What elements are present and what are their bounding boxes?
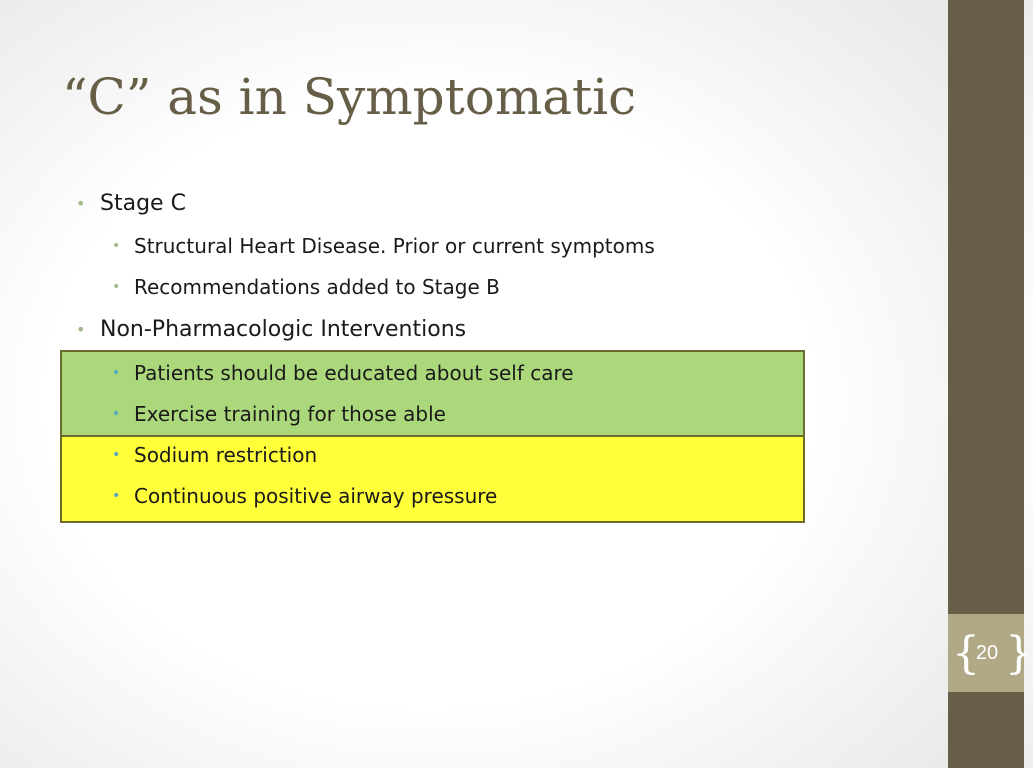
bullet-stage-c	[76, 189, 186, 219]
slide-title: “C” as in Symptomatic	[62, 68, 637, 126]
page-number: 20	[975, 642, 999, 664]
bullet-structural-heart-disease	[112, 232, 655, 260]
bullet-text: Stage C	[100, 191, 186, 216]
bullet-exercise-training	[112, 400, 446, 428]
left-brace-icon: {	[952, 628, 980, 679]
bullet-dot-icon: •	[112, 279, 121, 295]
bullet-cpap	[112, 482, 497, 510]
bullet-dot-icon: •	[76, 320, 86, 339]
bullet-dot-icon: •	[112, 238, 121, 254]
bullet-self-care	[112, 359, 574, 387]
bullet-dot-icon: •	[76, 194, 86, 213]
bullet-text: Recommendations added to Stage B	[134, 275, 500, 299]
bullet-text: Non-Pharmacologic Interventions	[100, 317, 467, 342]
right-brace-icon: }	[1005, 628, 1033, 679]
bullet-text: Structural Heart Disease. Prior or current symptoms	[134, 234, 655, 258]
bullet-text: Exercise training for those able	[134, 402, 446, 426]
bullet-recommendations	[112, 273, 500, 301]
bullet-dot-icon: •	[112, 406, 121, 422]
bullet-text: Patients should be educated about self care	[134, 361, 574, 385]
bullet-text: Continuous positive airway pressure	[134, 484, 498, 508]
bullet-dot-icon: •	[112, 365, 121, 381]
bullet-sodium-restriction	[112, 441, 317, 469]
bullet-dot-icon: •	[112, 447, 121, 463]
bullet-text: Sodium restriction	[134, 443, 318, 467]
bullet-non-pharmacologic	[76, 315, 466, 345]
bullet-dot-icon: •	[112, 488, 121, 504]
